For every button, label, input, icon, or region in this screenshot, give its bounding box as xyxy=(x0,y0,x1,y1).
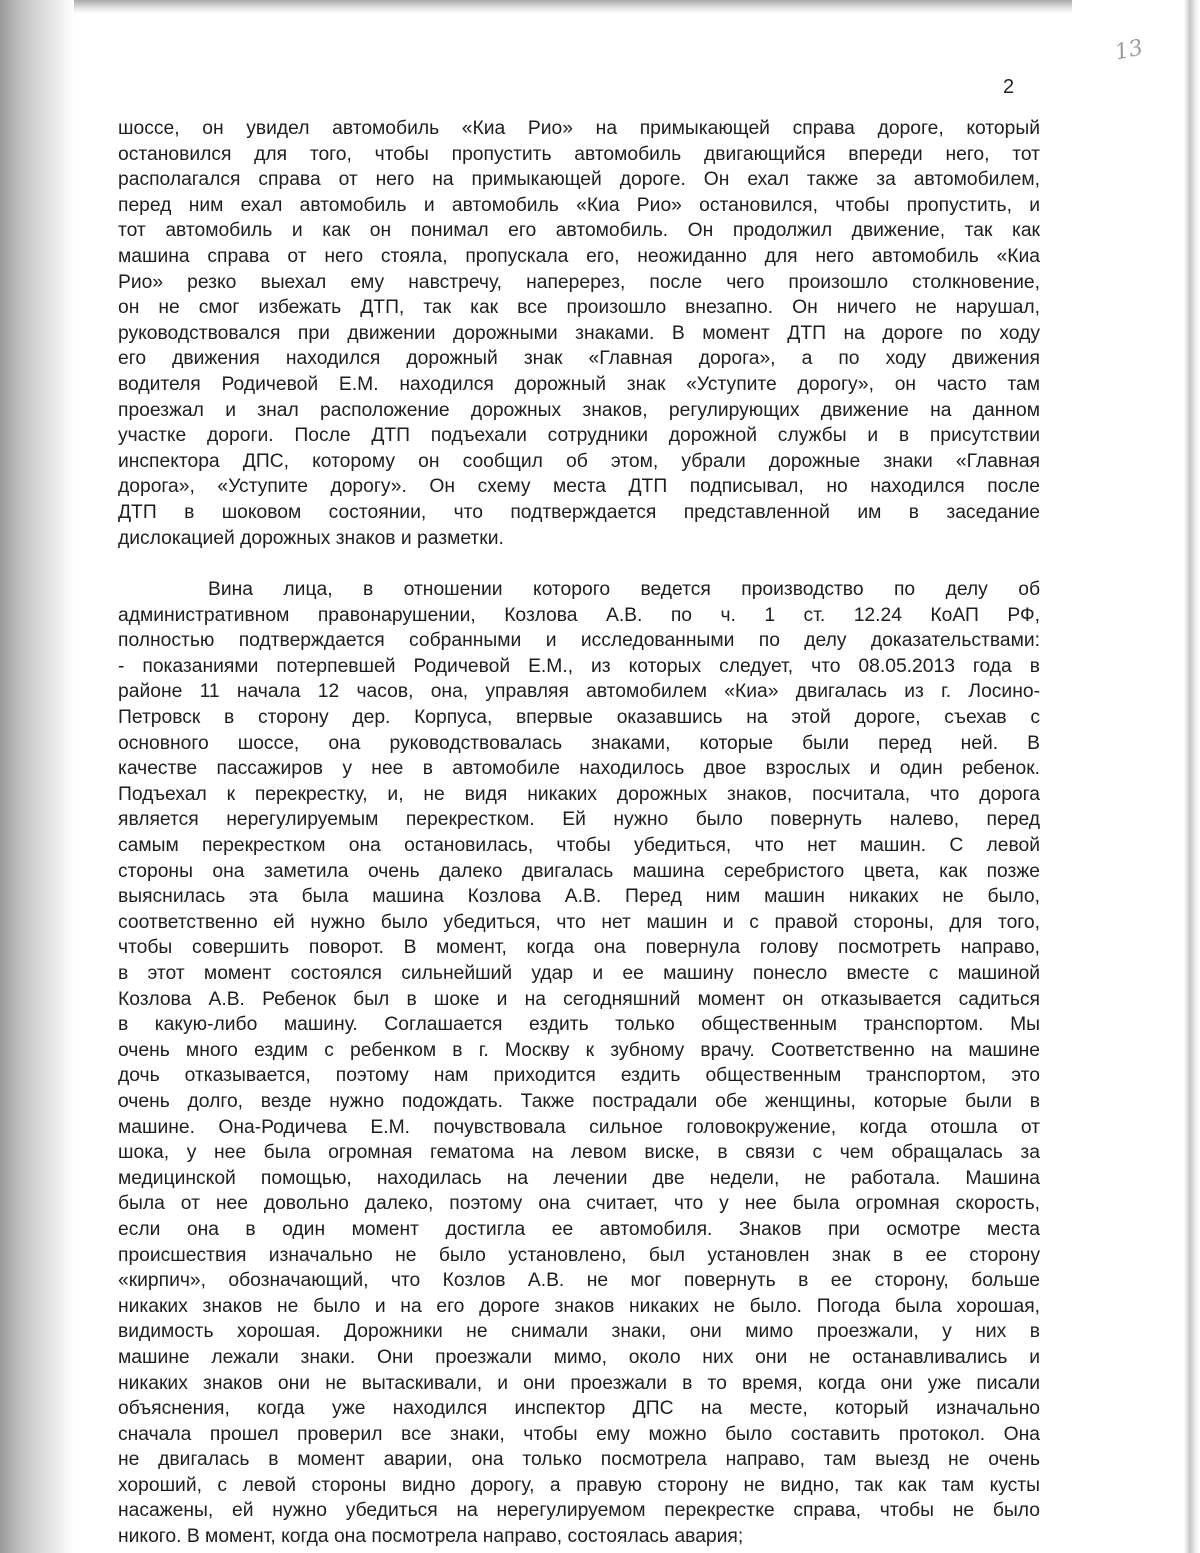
text-line: очень много ездим с ребенком в г. Москву к зубному врачу. Соответственно на машине xyxy=(118,1039,1040,1061)
text-line: самым перекрестком она остановилась, чтобы убедиться, что нет машин. С левой xyxy=(118,835,1040,857)
text-line: Рио» резко выехал ему навстречу, наперерез, после чего произошло столкновение, xyxy=(118,271,1040,293)
text-line: объяснения, когда уже находился инспектор ДПС на месте, который изначально xyxy=(118,1398,1040,1420)
text-line: машине. Она-Родичева Е.М. почувствовала сильное головокружение, когда отошла от xyxy=(118,1116,1040,1138)
corner-handwritten-mark: 13 xyxy=(1112,35,1146,66)
text-line: чтобы совершить поворот. В момент, когда она повернула голову посмотреть направо, xyxy=(118,937,1040,959)
text-line: Подъехал к перекрестку, и, не видя никаких дорожных знаков, посчитала, что дорога xyxy=(118,783,1040,805)
page-number: 2 xyxy=(1003,76,1015,98)
text-line: машина справа от него стояла, пропускала его, неожиданно для него автомобиль «Киа xyxy=(118,245,1040,267)
text-line: в этот момент состоялся сильнейший удар и ее машину понесло вместе с машиной xyxy=(118,963,1040,984)
text-line: если она в один момент достигла ее автомобиля. Знаков при осмотре места xyxy=(118,1218,1040,1240)
text-line: качестве пассажиров у нее в автомобиле находилось двое взрослых и один ребенок. xyxy=(118,758,1040,780)
text-line: в какую-либо машину. Соглашается ездить только общественным транспортом. Мы xyxy=(118,1014,1040,1036)
text-line: никаких знаков они не вытаскивали, и они проезжали в то время, когда они уже писали xyxy=(118,1372,1040,1394)
text-line: остановился для того, чтобы пропустить автомобиль двигающийся впереди него, тот xyxy=(118,143,1040,165)
text-line: проезжал и знал расположение дорожных знаков, регулирующих движение на данном xyxy=(118,399,1040,421)
text-line: участке дороги. После ДТП подъехали сотрудники дорожной службы и в присутствии xyxy=(118,425,1040,447)
text-line: стороны она заметила очень далеко двигалась машина серебристого цвета, как позже xyxy=(118,860,1040,882)
text-line: располагался справа от него на примыкающей дороге. Он ехал также за автомобилем, xyxy=(118,169,1040,191)
paragraph-victim-testimony xyxy=(118,577,1040,1550)
text-line: шока, у нее была огромная гематома на левом виске, в связи с чем обращалась за xyxy=(118,1142,1040,1164)
text-line: Вина лица, в отношении которого ведется производство по делу об xyxy=(208,579,1040,601)
text-line: Петровск в сторону дер. Корпуса, впервые оказавшись на этой дороге, съехав с xyxy=(118,707,1040,729)
text-line: никого. В момент, когда она посмотрела направо, состоялась авария; xyxy=(118,1526,744,1548)
text-line: перед ним ехал автомобиль и автомобиль «Киа Рио» остановился, чтобы пропустить, и xyxy=(118,194,1040,216)
text-line: ДТП в шоковом состоянии, что подтверждается представленной им в заседание xyxy=(118,501,1040,523)
text-line: медицинской помощью, находилась на лечении две недели, не работала. Машина xyxy=(118,1167,1040,1189)
scan-shadow-right xyxy=(1072,0,1200,1553)
paragraph-gap xyxy=(118,551,1040,577)
text-line: районе 11 начала 12 часов, она, управляя автомобилем «Киа» двигалась из г. Лосино- xyxy=(118,681,1040,703)
text-line: машине лежали знаки. Они проезжали мимо, около них они не останавливались и xyxy=(118,1346,1040,1368)
text-line: руководствовался при движении дорожными знаками. В момент ДТП на дороге по ходу xyxy=(118,322,1040,344)
text-line: хороший, с левой стороны видно дорогу, а правую сторону не видно, так как там кусты xyxy=(118,1474,1040,1496)
document-body xyxy=(118,116,1040,1550)
text-line: насажены, ей нужно убедиться на нерегулируемом перекрестке справа, чтобы не было xyxy=(118,1500,1040,1522)
text-line: он не смог избежать ДТП, так как все произошло внезапно. Он ничего не нарушал, xyxy=(118,297,1040,319)
text-line: никаких знаков не было и на его дороге знаков никаких не было. Погода была хорошая, xyxy=(118,1295,1040,1317)
text-line: является нерегулируемым перекрестком. Ей нужно было повернуть налево, перед xyxy=(118,809,1040,831)
text-line: водителя Родичевой Е.М. находился дорожный знак «Уступите дорогу», он часто там xyxy=(118,373,1040,395)
text-line: «кирпич», обозначающий, что Козлов А.В. не мог повернуть в ее сторону, больше xyxy=(118,1270,1040,1292)
scan-shadow-left xyxy=(0,0,74,1553)
text-line: происшествия изначально не было установлено, был установлен знак в ее сторону xyxy=(118,1244,1040,1266)
text-line: не двигалась в момент аварии, она только посмотрела направо, там выезд не очень xyxy=(118,1449,1040,1471)
text-line: тот автомобиль и как он понимал его автомобиль. Он продолжил движение, так как xyxy=(118,220,1040,242)
text-line: была от нее довольно далеко, поэтому она считает, что у нее была огромная скорость, xyxy=(118,1193,1040,1215)
scan-shadow-top xyxy=(0,0,1200,14)
paragraph-defendant-testimony xyxy=(118,116,1040,551)
text-line: видимость хорошая. Дорожники не снимали знаки, они мимо проезжали, у них в xyxy=(118,1321,1040,1343)
text-line: шоссе, он увидел автомобиль «Киа Рио» на примыкающей справа дороге, который xyxy=(118,118,1040,139)
text-line: основного шоссе, она руководствовалась знаками, которые были перед ней. В xyxy=(118,732,1040,754)
text-line: дочь отказывается, поэтому нам приходится ездить общественным транспортом, это xyxy=(118,1065,1040,1087)
text-line: - показаниями потерпевшей Родичевой Е.М., из которых следует, что 08.05.2013 года в xyxy=(118,655,1040,677)
text-line: очень долго, везде нужно подождать. Также пострадали обе женщины, которые были в xyxy=(118,1090,1040,1112)
text-line: административном правонарушении, Козлова А.В. по ч. 1 ст. 12.24 КоАП РФ, xyxy=(118,604,1040,626)
text-line: инспектора ДПС, которому он сообщил об этом, убрали дорожные знаки «Главная xyxy=(118,450,1040,472)
text-line: полностью подтверждается собранными и исследованными по делу доказательствами: xyxy=(118,630,1040,652)
text-line: его движения находился дорожный знак «Главная дорога», а по ходу движения xyxy=(118,348,1040,370)
text-line: сначала прошел проверил все знаки, чтобы ему можно было составить протокол. Она xyxy=(118,1423,1040,1445)
text-line: дорога», «Уступите дорогу». Он схему места ДТП подписывал, но находился после xyxy=(118,476,1040,498)
text-line: дислокацией дорожных знаков и разметки. xyxy=(118,527,504,549)
text-line: Козлова А.В. Ребенок был в шоке и на сегодняшний момент он отказывается садиться xyxy=(118,988,1040,1010)
text-line: соответственно ей нужно было убедиться, что нет машин и с правой стороны, для того, xyxy=(118,911,1040,933)
text-line: выяснилась эта была машина Козлова А.В. Перед ним машин никаких не было, xyxy=(118,886,1040,908)
